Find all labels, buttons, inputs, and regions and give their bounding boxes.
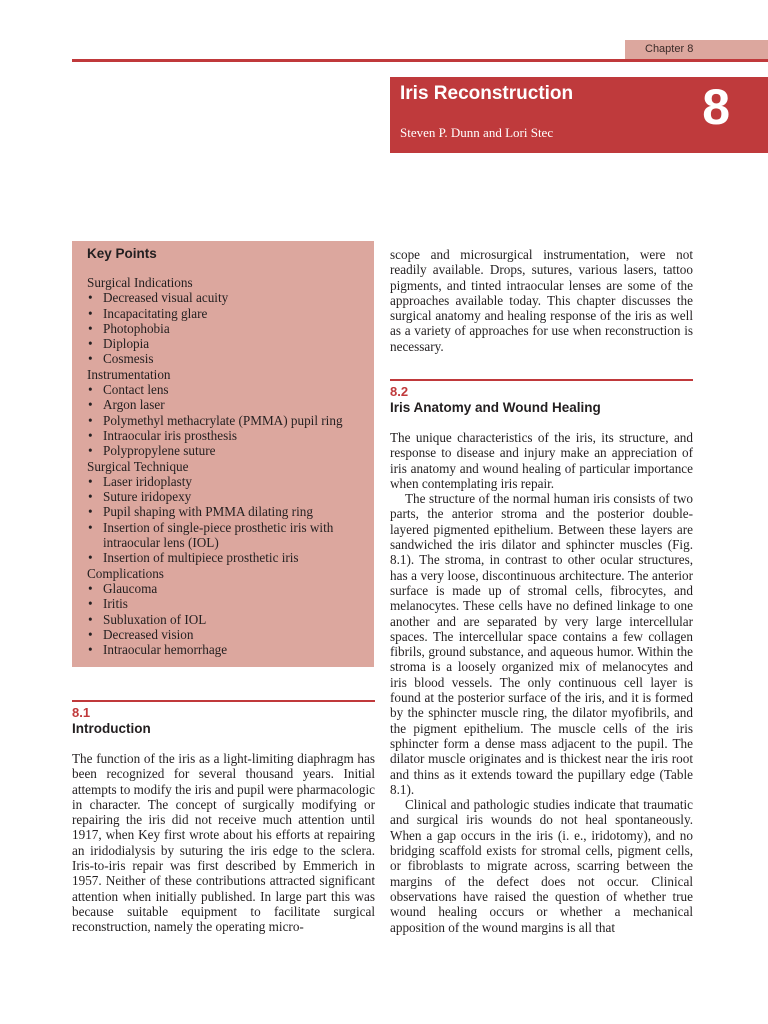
section-8-2 bbox=[390, 379, 693, 935]
paragraph: The structure of the normal human iris consists of two parts, the anterior stroma and the posterior double-layered pigmented epithelium. Between these layers are sandwiched the iris dilator and sphincter muscles (Fig. 8.1). The stroma, in contrast to other ocular structures, has a very loose, discontinuous architecture. The anterior surface is made up of stromal cells, fibrocytes, and melanocytes. These cells have no defined linkage to one another and are separated by very large intercellular spaces. The intercellular space contains a few collagen fibrils, ground substance, and aqueous humor. Within the stroma is a loosely organized mix of melanocytes and iris blood vessels. The only continuous cell layer is found at the posterior surface of the iris, and it is formed by the sphincter muscle ring, the dilator myofibrils, and the pigment epithelium. The muscle cells of the iris sphincter form a dense mass adjacent to the pupil. The dilator muscle originates and is thickest near the iris root and thins as it extends toward the pupillary edge (Table 8.1). bbox=[390, 491, 693, 797]
key-point-item: • Glaucoma bbox=[87, 581, 364, 596]
chapter-title-box bbox=[390, 77, 768, 153]
chapter-authors: Steven P. Dunn and Lori Stec bbox=[400, 125, 554, 140]
key-point-item: • Photophobia bbox=[87, 321, 364, 336]
key-point-item: • Laser iridoplasty bbox=[87, 474, 364, 489]
key-points-group bbox=[87, 382, 364, 458]
key-point-item: • Insertion of multipiece prosthetic iris bbox=[87, 550, 364, 565]
paragraph: The unique characteristics of the iris, its structure, and response to disease and injury make an appreciation of iris anatomy and wound healing of particular importance when contemplating iris repair. bbox=[390, 430, 693, 491]
paragraph: Clinical and pathologic studies indicate that traumatic and surgical iris wounds do not heal spontaneously. When a gap occurs in the iris (i. e., iridotomy), and no bridging scaffold exists for stromal cells, pigment cells, or fibroblasts to migrate across, scarring between the margins of the defect does not occur. Clinical observations have raised the question of whether true wound healing occurs or whether a mechanical apposition of the wound margins is all that bbox=[390, 797, 693, 935]
key-points-group bbox=[87, 290, 364, 366]
chapter-number: 8 bbox=[702, 79, 730, 135]
paragraph: The function of the iris as a light-limiting diaphragm has been recognized for several thousand years. Initial attempts to modify the iris and pupil were pharmacologic in character. The concept of surgically modifying or repairing the iris did not receive much attention until 1917, when Key first wrote about his efforts at repairing an iridodialysis by suturing the iris edge to the sclera. Iris-to-iris repair was first described by Emmerich in 1957. Neither of these contributions attracted significant attention when initially published. In large part this was because suitable equipment to facilitate surgical reconstruction, namely the operating micro- bbox=[72, 751, 375, 935]
key-point-item: • Insertion of single-piece prosthetic iris with intraocular lens (IOL) bbox=[87, 520, 364, 551]
section-rule bbox=[390, 379, 693, 381]
key-point-item: • Pupil shaping with PMMA dilating ring bbox=[87, 504, 364, 519]
key-point-item: • Decreased visual acuity bbox=[87, 290, 364, 305]
key-points-title: Key Points bbox=[87, 246, 157, 261]
section-title: Introduction bbox=[72, 721, 151, 736]
key-point-item: • Iritis bbox=[87, 596, 364, 611]
section-number: 8.1 bbox=[72, 705, 91, 720]
key-points-heading: Complications bbox=[87, 565, 164, 581]
key-points-box bbox=[72, 241, 374, 667]
section-title: Iris Anatomy and Wound Healing bbox=[390, 400, 601, 415]
paragraph: scope and microsurgical instrumentation, were not readily available. Drops, sutures, various lasers, tattoo pigments, and tinted intraocular lenses are some of the approaches available today. This chapter discusses the surgical anatomy and healing response of the iris as well as a variety of approaches for use when reconstruction is necessary. bbox=[390, 247, 693, 354]
key-point-item: • Cosmesis bbox=[87, 351, 364, 366]
key-point-item: • Intraocular hemorrhage bbox=[87, 642, 364, 657]
column-2-intro bbox=[390, 247, 693, 354]
key-point-item: • Intraocular iris prosthesis bbox=[87, 428, 364, 443]
section-rule bbox=[72, 700, 375, 702]
key-point-item: • Subluxation of IOL bbox=[87, 612, 364, 627]
chapter-label: Chapter 8 bbox=[625, 40, 768, 59]
key-point-item: • Polymethyl methacrylate (PMMA) pupil ring bbox=[87, 413, 364, 428]
key-points-group bbox=[87, 581, 364, 657]
key-point-item: • Argon laser bbox=[87, 397, 364, 412]
key-point-item: • Polypropylene suture bbox=[87, 443, 364, 458]
key-point-item: • Incapacitating glare bbox=[87, 306, 364, 321]
chapter-title: Iris Reconstruction bbox=[400, 83, 574, 104]
section-8-1 bbox=[72, 700, 375, 935]
key-point-item: • Decreased vision bbox=[87, 627, 364, 642]
key-point-item: • Suture iridopexy bbox=[87, 489, 364, 504]
header-rule bbox=[72, 59, 768, 62]
key-points-group bbox=[87, 474, 364, 566]
key-points-heading: Surgical Indications bbox=[87, 275, 193, 290]
key-point-item: • Diplopia bbox=[87, 336, 364, 351]
key-points-heading: Instrumentation bbox=[87, 366, 171, 382]
key-points-list bbox=[87, 275, 364, 657]
key-point-item: • Contact lens bbox=[87, 382, 364, 397]
key-points-heading: Surgical Technique bbox=[87, 458, 189, 474]
section-number: 8.2 bbox=[390, 384, 409, 399]
